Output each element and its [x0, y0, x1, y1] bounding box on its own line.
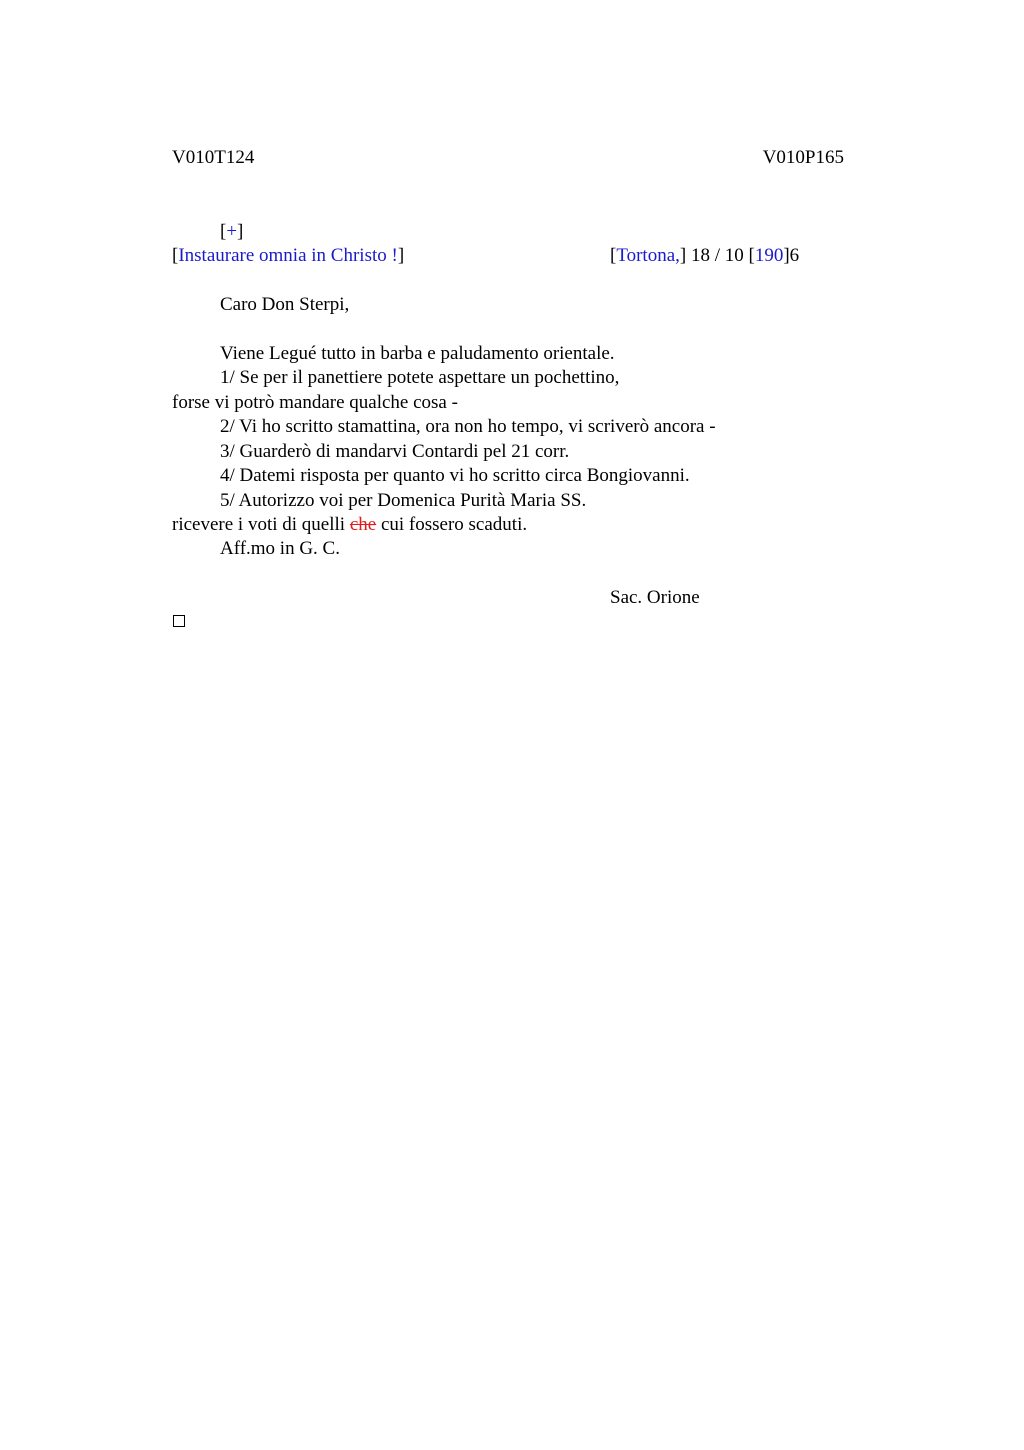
closing: Aff.mo in G. C. [220, 538, 340, 559]
paragraph-1: Viene Legué tutto in barba e paludamento orientale. [220, 343, 615, 364]
header-left-code: V010T124 [172, 147, 255, 168]
cross-mark: [+] [220, 221, 244, 242]
motto-text: Instaurare omnia in Christo ! [178, 245, 398, 266]
item-5-line-1: 5/ Autorizzo voi per Domenica Purità Maria SS. [220, 490, 587, 511]
place-text: Tortona, [616, 245, 680, 266]
item-2: 2/ Vi ho scritto stamattina, ora non ho tempo, vi scriverò ancora - [220, 416, 716, 437]
item-4: 4/ Datemi risposta per quanto vi ho scritto circa Bongiovanni. [220, 465, 690, 486]
deleted-word: che [349, 514, 377, 535]
cross-symbol: + [226, 221, 238, 242]
date-text: 18 / 10 [686, 245, 749, 266]
place-date: [Tortona,] 18 / 10 [190]6 [610, 245, 800, 266]
item-5-text-pre: ricevere i voti di quelli [172, 514, 350, 535]
item-5-line-2 [172, 513, 527, 537]
header-right-code: V010P165 [762, 147, 844, 168]
item-3: 3/ Guarderò di mandarvi Contardi pel 21 corr. [220, 441, 570, 462]
year-prefix: 190 [754, 245, 784, 266]
item-5-text-post: cui fossero scaduti. [376, 514, 528, 535]
signature: Sac. Orione [610, 587, 700, 608]
year-suffix: 6 [789, 245, 800, 266]
motto: [Instaurare omnia in Christo !] [172, 245, 405, 266]
item-1-line-1: 1/ Se per il panettiere potete aspettare un pochettino, [220, 367, 620, 388]
item-1-line-2: forse vi potrò mandare qualche cosa - [172, 392, 458, 413]
end-box-icon [173, 615, 185, 627]
salutation: Caro Don Sterpi, [220, 294, 350, 315]
